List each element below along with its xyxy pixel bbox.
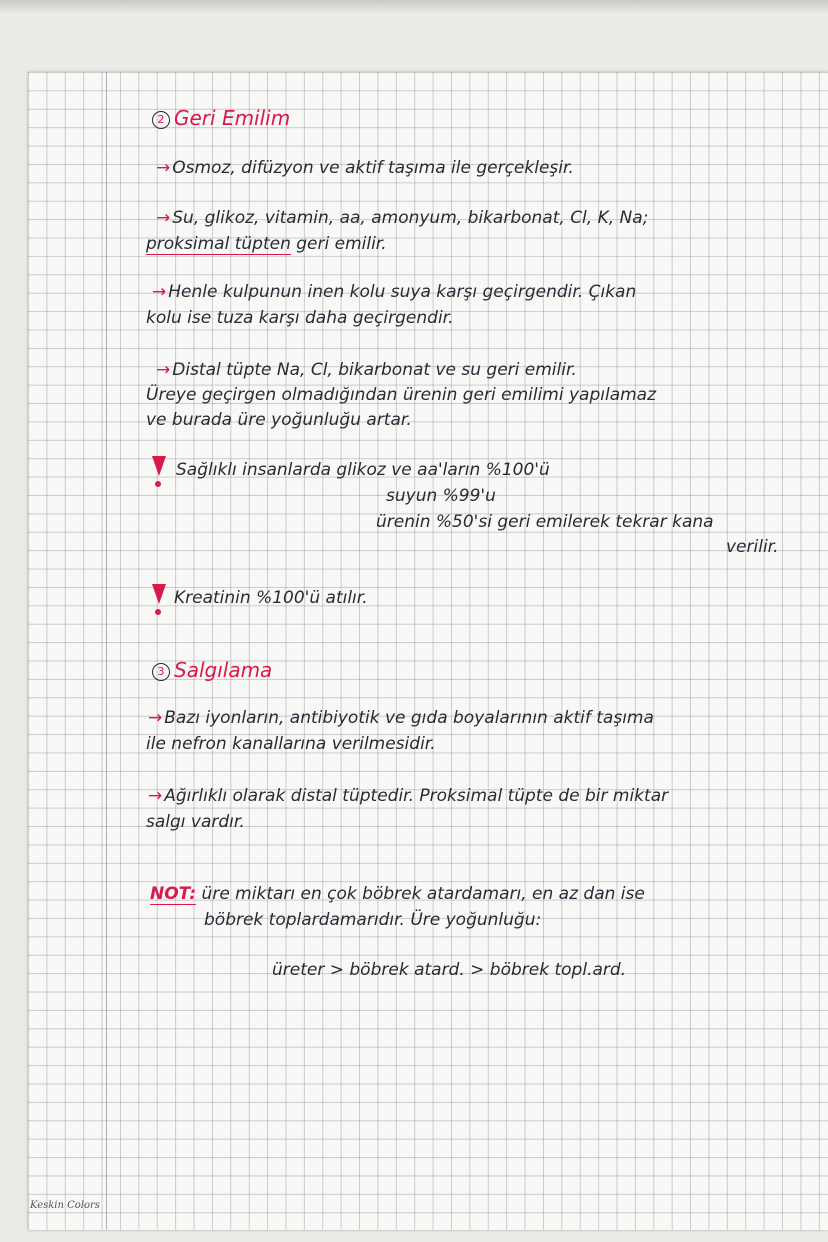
s2-line-2: → Su, glikoz, vitamin, aa, amonyum, bikarbonat, Cl, K, Na; bbox=[156, 208, 649, 228]
brand-footer: Keskin Colors bbox=[30, 1200, 100, 1211]
arrow-icon: → bbox=[156, 158, 171, 178]
warning-icon bbox=[150, 454, 168, 488]
proksimal-tup-underlined: proksimal tüpten bbox=[146, 234, 291, 254]
s2-line-5: kolu ise tuza karşı daha geçirgendir. bbox=[146, 308, 454, 328]
section-3-number: 3 bbox=[152, 663, 170, 681]
section-2-heading bbox=[152, 106, 290, 130]
arrow-icon: → bbox=[148, 708, 163, 728]
s2-warn-5: Kreatinin %100'ü atılır. bbox=[174, 588, 368, 608]
s3-line-4: salgı vardır. bbox=[146, 812, 245, 832]
arrow-icon: → bbox=[152, 282, 167, 302]
s2-line-6: → Distal tüpte Na, Cl, bikarbonat ve su geri emilir. bbox=[156, 360, 577, 380]
note-line-3: üreter > böbrek atard. > böbrek topl.ard. bbox=[272, 960, 627, 980]
top-shadow bbox=[0, 0, 828, 14]
section-2-number: 2 bbox=[152, 111, 170, 129]
s2-line-8: ve burada üre yoğunluğu artar. bbox=[146, 410, 412, 430]
note-label: NOT: bbox=[150, 884, 197, 904]
s3-line-1: → Bazı iyonların, antibiyotik ve gıda boyalarının aktif taşıma bbox=[148, 708, 654, 728]
s2-line-4: → Henle kulpunun inen kolu suya karşı geçirgendir. Çıkan bbox=[152, 282, 637, 302]
arrow-icon: → bbox=[148, 786, 163, 806]
s2-warn-2: suyun %99'u bbox=[386, 486, 496, 506]
arrow-icon: → bbox=[156, 208, 171, 228]
s2-warn-3: ürenin %50'si geri emilerek tekrar kana bbox=[376, 512, 714, 532]
s2-warn-1: Sağlıklı insanlarda glikoz ve aa'ların %100'ü bbox=[176, 460, 550, 480]
note-line-1: NOT: üre miktarı en çok böbrek atardamarı, en az dan ise bbox=[150, 884, 645, 904]
s2-line-3: proksimal tüpten geri emilir. bbox=[146, 234, 387, 254]
section-3-heading bbox=[152, 658, 272, 682]
s3-line-2: ile nefron kanallarına verilmesidir. bbox=[146, 734, 436, 754]
section-3-title: Salgılama bbox=[174, 658, 273, 682]
margin-line bbox=[106, 72, 107, 1230]
note-line-2: böbrek toplardamarıdır. Üre yoğunluğu: bbox=[204, 910, 542, 930]
s2-line-7: Üreye geçirgen olmadığından ürenin geri emilimi yapılamaz bbox=[146, 385, 657, 405]
s2-warn-4: verilir. bbox=[726, 537, 779, 557]
s2-line-1: → Osmoz, difüzyon ve aktif taşıma ile gerçekleşir. bbox=[156, 158, 574, 178]
arrow-icon: → bbox=[156, 360, 171, 380]
warning-icon bbox=[150, 582, 168, 616]
s3-line-3: → Ağırlıklı olarak distal tüptedir. Proksimal tüpte de bir miktar bbox=[148, 786, 669, 806]
section-2-title: Geri Emilim bbox=[174, 106, 291, 130]
